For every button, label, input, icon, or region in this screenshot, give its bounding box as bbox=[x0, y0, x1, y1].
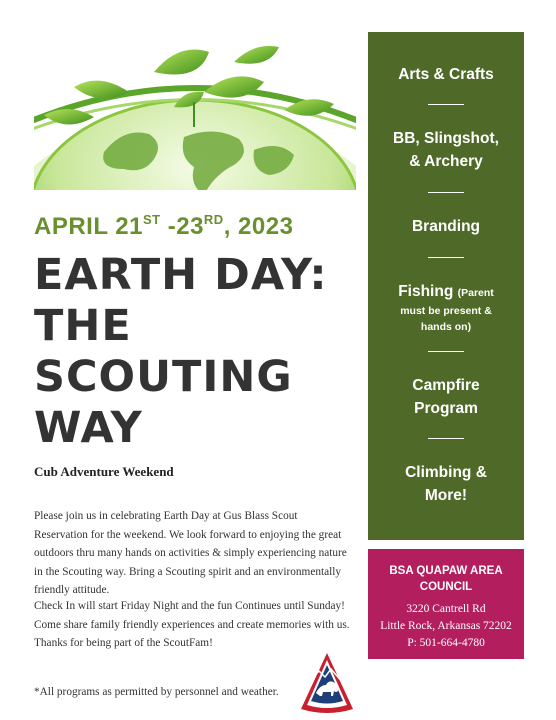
event-date bbox=[34, 212, 293, 241]
date-start: APRIL 21 bbox=[34, 213, 143, 240]
activity-divider bbox=[428, 257, 464, 258]
event-title bbox=[34, 250, 364, 454]
date-separator-end: -23 bbox=[160, 213, 204, 240]
activity-label: Branding bbox=[411, 218, 481, 235]
activity-note: must be present & bbox=[400, 305, 492, 317]
activity-fishing bbox=[368, 280, 524, 335]
date-start-suffix: ST bbox=[142, 212, 161, 227]
activity-arts-crafts bbox=[368, 63, 524, 86]
council-contact-box bbox=[368, 549, 524, 659]
council-name-line: COUNCIL bbox=[419, 581, 473, 593]
council-street: 3220 Cantrell Rd bbox=[406, 603, 486, 615]
activity-note: (Parent bbox=[457, 287, 494, 299]
footnote: *All programs as permitted by personnel and weather. bbox=[34, 686, 279, 698]
description-paragraph-2: Check In will start Friday Night and the fun Continues until Sunday! Come share family friendly experiences and create memories with us. Thanks for being part of the ScoutFam! bbox=[34, 600, 350, 649]
activity-note: hands on) bbox=[420, 321, 472, 333]
earth-day-hero-image bbox=[34, 32, 356, 190]
activity-divider bbox=[428, 104, 464, 105]
date-year: , 2023 bbox=[223, 213, 294, 240]
activity-label: Arts & Crafts bbox=[398, 66, 494, 83]
activity-climbing-more bbox=[368, 461, 524, 507]
title-line: WAY bbox=[34, 403, 143, 453]
activity-bb-slingshot-archery bbox=[368, 127, 524, 173]
activity-label: Fishing bbox=[398, 283, 454, 300]
date-end-suffix: RD bbox=[203, 212, 224, 227]
council-phone: P: 501-664-4780 bbox=[407, 637, 485, 649]
activity-campfire-program bbox=[368, 374, 524, 420]
activity-label: BB, Slingshot, bbox=[393, 130, 499, 147]
title-line: THE bbox=[34, 301, 132, 351]
activity-divider bbox=[428, 192, 464, 193]
activity-label: & Archery bbox=[409, 153, 483, 170]
activity-divider bbox=[428, 351, 464, 352]
council-name bbox=[368, 563, 524, 595]
activity-label: Campfire bbox=[412, 377, 480, 394]
activities-panel bbox=[368, 32, 524, 540]
activity-label: Climbing & bbox=[405, 464, 487, 481]
council-name-line: BSA QUAPAW AREA bbox=[389, 565, 503, 577]
camp-badge-icon bbox=[299, 651, 355, 715]
activity-label: Program bbox=[414, 400, 478, 417]
title-line: EARTH DAY: bbox=[34, 250, 328, 300]
council-city: Little Rock, Arkansas 72202 bbox=[380, 620, 512, 632]
activity-branding bbox=[368, 215, 524, 238]
description-paragraph-1: Please join us in celebrating Earth Day at Gus Blass Scout Reservation for the weekend. We look forward to enjoying the great outdoors thru many hands on activities & simply experiencing nature in the Scouting way. Bring a Scouting spirit and an environmentally friendly attitude. bbox=[34, 510, 347, 596]
council-address bbox=[368, 601, 524, 652]
globe-leaves-illustration bbox=[34, 32, 356, 190]
camp-logo bbox=[299, 651, 355, 715]
activity-divider bbox=[428, 438, 464, 439]
activity-label: More! bbox=[424, 487, 468, 504]
event-subtitle: Cub Adventure Weekend bbox=[34, 464, 174, 479]
title-line: SCOUTING bbox=[34, 352, 293, 402]
